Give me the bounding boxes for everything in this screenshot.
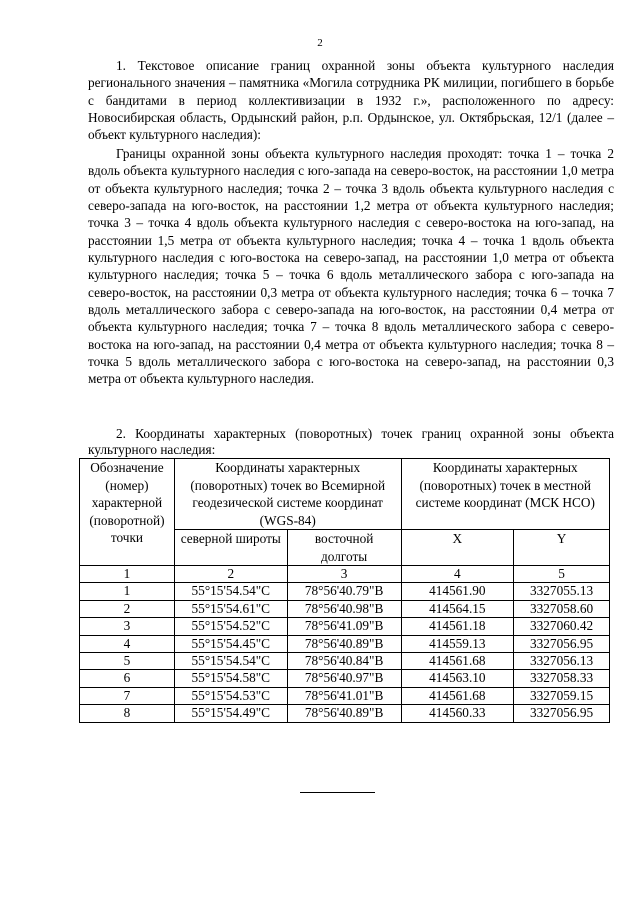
x-cell: 414564.15	[401, 600, 514, 617]
longitude-cell: 78°56'41.01"В	[287, 687, 401, 704]
table-row	[80, 653, 610, 670]
latitude-cell: 55°15'54.61"С	[174, 600, 287, 617]
table-row	[80, 618, 610, 635]
subheader-longitude: восточной долготы	[287, 530, 401, 566]
latitude-cell: 55°15'54.52"С	[174, 618, 287, 635]
paragraph-coordinates-intro	[88, 426, 614, 458]
latitude-cell: 55°15'54.49"С	[174, 705, 287, 722]
latitude-cell: 55°15'54.53"С	[174, 687, 287, 704]
paragraph-text: 2. Координаты характерных (поворотных) точек границ охранной зоны объекта культурного наследия:	[88, 426, 614, 457]
column-number: 5	[514, 566, 610, 583]
x-cell: 414560.33	[401, 705, 514, 722]
paragraph-boundaries	[88, 145, 614, 388]
y-cell: 3327059.15	[514, 687, 610, 704]
header-wgs84: Координаты характерных (поворотных) точек во Всемирной геодезической системе координат (WGS-84)	[174, 459, 401, 530]
column-number: 4	[401, 566, 514, 583]
paragraph-description	[88, 57, 614, 144]
point-number: 4	[80, 635, 175, 652]
y-cell: 3327055.13	[514, 583, 610, 600]
latitude-cell: 55°15'54.58"С	[174, 670, 287, 687]
longitude-cell: 78°56'40.89"В	[287, 705, 401, 722]
x-cell: 414561.68	[401, 653, 514, 670]
y-cell: 3327056.95	[514, 705, 610, 722]
y-cell: 3327056.13	[514, 653, 610, 670]
point-number: 8	[80, 705, 175, 722]
subheader-y: Y	[514, 530, 610, 566]
point-number: 6	[80, 670, 175, 687]
coordinates-table	[79, 458, 610, 723]
x-cell: 414561.18	[401, 618, 514, 635]
longitude-cell: 78°56'40.84"В	[287, 653, 401, 670]
x-cell: 414561.68	[401, 687, 514, 704]
x-cell: 414561.90	[401, 583, 514, 600]
column-number: 1	[80, 566, 175, 583]
paragraph-text: Границы охранной зоны объекта культурного наследия проходят: точка 1 – точка 2 вдоль объекта культурного наследия с юго-запада на северо-восток, на расстоянии 1,0 метра от объекта культурного наследия; точка 2 – точка 3 вдоль объекта культурного наследия с северо-запада на юго-восток, на расстоянии 1,2 метра от объекта культурного наследия; точка 3 – точка 4 вдоль объекта культурного наследия с северо-востока на юго-запад, на расстоянии 1,5 метра от объекта культурного наследия; точка 4 – точка 1 вдоль объекта культурного наследия с юго-востока на северо-запад, на расстоянии 1,0 метра от объекта культурного наследия; точка 5 – точка 6 вдоль металлического забора с юго-запада на северо-восток, на расстоянии 0,3 метра от объекта культурного наследия; точка 6 – точка 7 вдоль металлического забора с северо-запада на юго-восток, на расстоянии 0,4 метра от объекта культурного наследия; точка 7 – точка 8 вдоль металлического забора с северо-востока на юго-запад, на расстоянии 0,4 метра от объекта культурного наследия; точка 8 – точка 5 вдоль металлического забора с юго-востока на северо-запад, на расстоянии 0,3 метра от объекта культурного наследия.	[88, 146, 614, 387]
y-cell: 3327060.42	[514, 618, 610, 635]
page-number: 2	[317, 37, 323, 49]
header-msk: Координаты характерных (поворотных) точек в местной системе координат (МСК НСО)	[401, 459, 610, 530]
table-row	[80, 583, 610, 600]
table-row	[80, 635, 610, 652]
column-number-row	[80, 566, 610, 583]
subheader-latitude: северной широты	[174, 530, 287, 566]
longitude-cell: 78°56'41.09"В	[287, 618, 401, 635]
column-number: 3	[287, 566, 401, 583]
longitude-cell: 78°56'40.97"В	[287, 670, 401, 687]
paragraph-text: 1. Текстовое описание границ охранной зоны объекта культурного наследия регионального значения – памятника «Могила сотрудника РК милиции, погибшего в борьбе с бандитами в период коллективизации в 1932 г.», расположенного по адресу: Новосибирская область, Ордынский район, р.п. Ордынское, ул. Октябрьская, 12/1 (далее – объект культурного наследия):	[88, 58, 614, 143]
latitude-cell: 55°15'54.54"С	[174, 653, 287, 670]
point-number: 1	[80, 583, 175, 600]
y-cell: 3327058.60	[514, 600, 610, 617]
y-cell: 3327056.95	[514, 635, 610, 652]
latitude-cell: 55°15'54.54"С	[174, 583, 287, 600]
y-cell: 3327058.33	[514, 670, 610, 687]
table-row	[80, 687, 610, 704]
column-number: 2	[174, 566, 287, 583]
header-designation: Обозначение (номер) характерной (поворотной) точки	[80, 459, 175, 566]
longitude-cell: 78°56'40.89"В	[287, 635, 401, 652]
longitude-cell: 78°56'40.79"В	[287, 583, 401, 600]
table-row	[80, 600, 610, 617]
table-header-row	[80, 459, 610, 530]
table-row	[80, 705, 610, 722]
x-cell: 414559.13	[401, 635, 514, 652]
longitude-cell: 78°56'40.98"В	[287, 600, 401, 617]
point-number: 7	[80, 687, 175, 704]
point-number: 2	[80, 600, 175, 617]
point-number: 3	[80, 618, 175, 635]
x-cell: 414563.10	[401, 670, 514, 687]
table-row	[80, 670, 610, 687]
closing-divider	[300, 792, 375, 793]
subheader-x: X	[401, 530, 514, 566]
point-number: 5	[80, 653, 175, 670]
latitude-cell: 55°15'54.45"С	[174, 635, 287, 652]
